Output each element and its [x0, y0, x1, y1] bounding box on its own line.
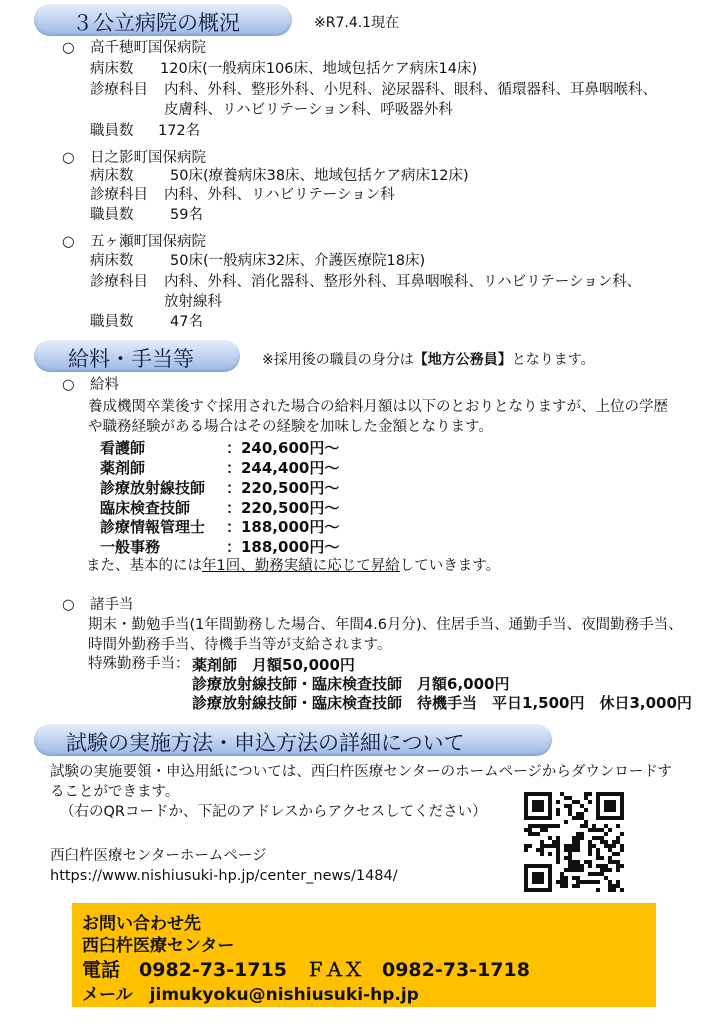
allowance-description: 期末・勤勉手当(1年間勤務した場合、年間4.6月分)、住居手当、通勤手当、夜間勤務手当、	[88, 617, 683, 633]
staff-label: 職員数	[90, 314, 134, 330]
as-of-date-note: ※R7.4.1現在	[314, 15, 400, 31]
bullet-icon: ○	[62, 377, 75, 393]
homepage-url[interactable]: https://www.nishiusuki-hp.jp/center_news/1484/	[50, 868, 398, 884]
staff-label: 職員数	[90, 123, 134, 139]
salary-amount: ：188,000円～	[226, 518, 340, 536]
exam-description-cont: ることができます。	[50, 784, 180, 800]
departments-value: 内科、外科、リハビリテーション科	[164, 187, 395, 203]
salary-job: 看護師	[100, 439, 146, 457]
special-allowance-item: 診療放射線技師・臨床検査技師 月額6,000円	[192, 675, 510, 693]
departments-value-cont: 皮膚科、リハビリテーション科、呼吸器外科	[164, 102, 453, 118]
allowance-heading: 諸手当	[90, 597, 134, 613]
salary-amount: ：220,500円～	[226, 499, 340, 517]
salary-description: 養成機関卒業後すぐ採用された場合の給料月額は以下のとおりとなりますが、上位の学歴	[88, 399, 668, 415]
salary-job: 臨床検査技師	[100, 499, 191, 517]
section-title-salary: 給料・手当等	[68, 347, 194, 371]
salary-job: 診療情報管理士	[100, 518, 206, 536]
section-title-exam: 試験の実施方法・申込方法の詳細について	[66, 731, 465, 755]
contact-box	[72, 903, 656, 1007]
beds-label: 病床数	[90, 61, 134, 77]
homepage-label: 西臼杵医療センターホームページ	[50, 848, 267, 864]
salary-amount: ：240,600円～	[226, 439, 340, 457]
salary-job: 一般事務	[100, 538, 161, 556]
beds-value: 50床(療養病床38床、地域包括ケア病床12床)	[170, 168, 469, 184]
departments-value: 内科、外科、整形外科、小児科、泌尿器科、眼科、循環器科、耳鼻咽喉科、	[164, 82, 657, 98]
salary-heading: 給料	[90, 377, 119, 393]
qr-code-icon[interactable]	[524, 792, 624, 892]
section-title-hospitals: ３公立病院の概況	[72, 11, 240, 35]
departments-label: 診療科目	[90, 82, 148, 98]
beds-value: 120床(一般病床106床、地域包括ケア病床14床)	[160, 61, 478, 77]
bullet-icon: ○	[62, 150, 75, 166]
access-note: （右のQRコードか、下記のアドレスからアクセスしてください）	[60, 804, 487, 820]
contact-organization: 西臼杵医療センター	[82, 936, 235, 956]
special-allowance-label: 特殊勤務手当：	[88, 656, 190, 672]
salary-description-cont: や職務経験がある場合はその経験を加味した金額となります。	[88, 419, 493, 435]
status-note: ※採用後の職員の身分は【地方公務員】となります。	[262, 352, 595, 368]
contact-heading: お問い合わせ先	[82, 914, 201, 934]
beds-value: 50床(一般病床32床、介護医療院18床)	[170, 253, 426, 269]
salary-amount: ：220,500円～	[226, 479, 340, 497]
hospital-name: 五ヶ瀬町国保病院	[90, 234, 206, 250]
contact-email[interactable]: メール jimukyoku@nishiusuki-hp.jp	[82, 985, 419, 1005]
hospital-name: 高千穂町国保病院	[90, 40, 206, 56]
staff-value: 59名	[170, 207, 203, 223]
staff-value: 47名	[170, 314, 203, 330]
staff-label: 職員数	[90, 207, 134, 223]
salary-amount: ：244,400円～	[226, 459, 340, 477]
contact-phone: 電話 0982-73-1715 ＦＡＸ 0982-73-1718	[82, 959, 530, 981]
departments-value: 内科、外科、消化器科、整形外科、耳鼻咽喉科、リハビリテーション科、	[164, 274, 642, 290]
raise-note: また、基本的には年1回、勤務実績に応じて昇給していきます。	[86, 558, 501, 574]
special-allowance-item: 診療放射線技師・臨床検査技師 待機手当 平日1,500円 休日3,000円	[192, 694, 692, 712]
departments-label: 診療科目	[90, 187, 148, 203]
staff-value: 172名	[158, 123, 201, 139]
beds-label: 病床数	[90, 168, 134, 184]
salary-job: 診療放射線技師	[100, 479, 206, 497]
bullet-icon: ○	[62, 597, 75, 613]
special-allowance-item: 薬剤師 月額50,000円	[192, 656, 355, 674]
exam-description: 試験の実施要領・申込用紙については、西臼杵医療センターのホームページからダウンロードす	[50, 764, 672, 780]
bullet-icon: ○	[62, 234, 75, 250]
hospital-name: 日之影町国保病院	[90, 150, 206, 166]
departments-label: 診療科目	[90, 274, 148, 290]
allowance-description-cont: 時間外勤務手当、待機手当等が支給されます。	[88, 637, 392, 653]
departments-value-cont: 放射線科	[164, 294, 222, 310]
beds-label: 病床数	[90, 253, 134, 269]
salary-job: 薬剤師	[100, 459, 146, 477]
salary-amount: ：188,000円～	[226, 538, 340, 556]
bullet-icon: ○	[62, 40, 75, 56]
